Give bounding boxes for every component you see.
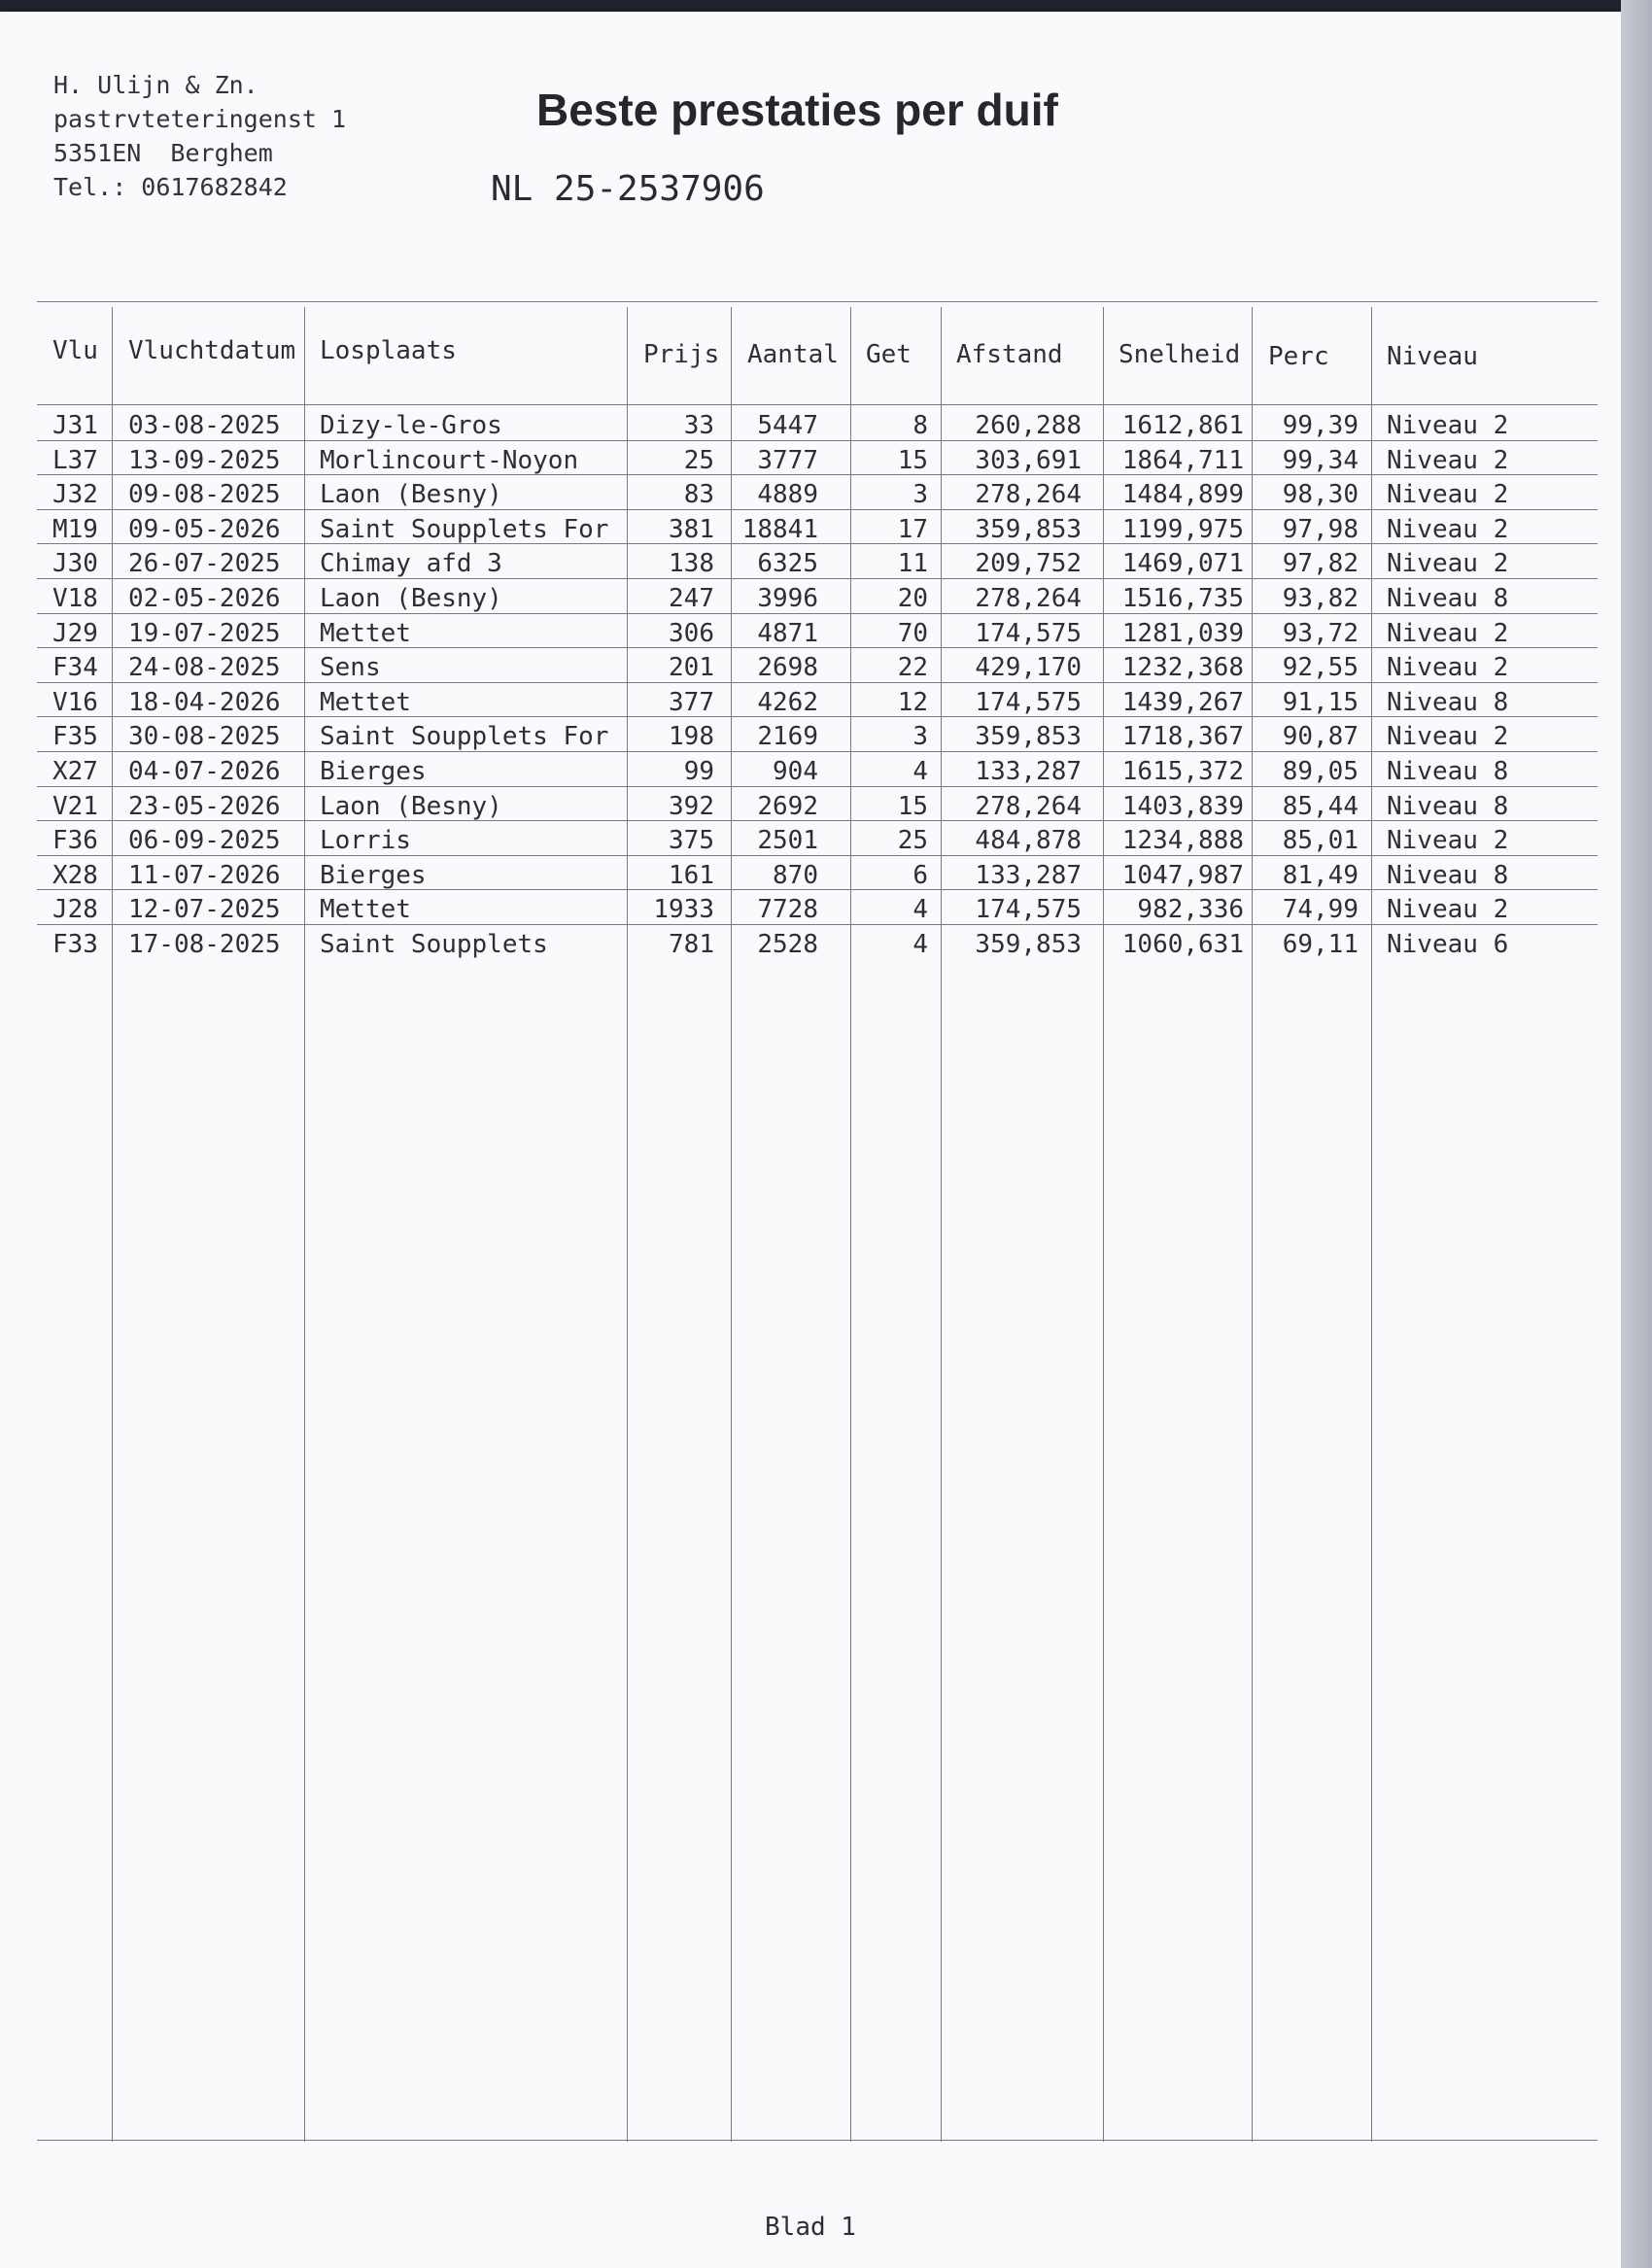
cell-vlu: J29 xyxy=(52,618,98,648)
cell-get: 3 xyxy=(912,722,928,752)
cell-snelheid: 1469,071 xyxy=(1121,549,1244,579)
cell-perc: 97,98 xyxy=(1282,514,1359,544)
scanner-edge xyxy=(1621,0,1652,2268)
column-header-vlu: Vlu xyxy=(52,336,98,365)
cell-niveau: Niveau 8 xyxy=(1387,687,1509,717)
cell-get: 70 xyxy=(897,618,928,648)
cell-snelheid: 1615,372 xyxy=(1121,757,1244,786)
cell-snelheid: 1060,631 xyxy=(1121,930,1244,959)
cell-vlu: J31 xyxy=(52,411,98,440)
cell-datum: 06-09-2025 xyxy=(128,826,281,856)
ring-number: NL 25-2537906 xyxy=(491,169,765,209)
cell-prijs: 1933 xyxy=(653,895,714,925)
cell-losplaats: Laon (Besny) xyxy=(320,791,502,821)
sender-street: pastrvteteringenst 1 xyxy=(53,105,347,133)
cell-vlu: M19 xyxy=(52,514,98,544)
sender-name: H. Ulijn & Zn. xyxy=(53,71,258,99)
cell-afstand: 278,264 xyxy=(975,480,1082,510)
cell-aantal: 6325 xyxy=(757,549,818,579)
cell-aantal: 2698 xyxy=(757,653,818,683)
cell-prijs: 83 xyxy=(683,480,714,510)
cell-vlu: F34 xyxy=(52,653,98,683)
cell-get: 17 xyxy=(897,514,928,544)
cell-afstand: 174,575 xyxy=(975,687,1082,717)
cell-prijs: 392 xyxy=(669,791,714,821)
cell-perc: 93,82 xyxy=(1282,584,1359,613)
cell-losplaats: Saint Soupplets For xyxy=(320,514,609,544)
column-header-snelheid: Snelheid xyxy=(1119,340,1241,369)
cell-get: 4 xyxy=(912,757,928,786)
cell-get: 15 xyxy=(897,791,928,821)
cell-get: 8 xyxy=(912,411,928,440)
cell-prijs: 33 xyxy=(683,411,714,440)
table-row xyxy=(37,509,1598,545)
cell-aantal: 5447 xyxy=(757,411,818,440)
cell-snelheid: 1232,368 xyxy=(1121,653,1244,683)
cell-niveau: Niveau 2 xyxy=(1387,722,1509,752)
table-row xyxy=(37,405,1598,441)
column-header-afstand: Afstand xyxy=(956,340,1063,369)
cell-prijs: 161 xyxy=(669,860,714,890)
cell-get: 11 xyxy=(897,549,928,579)
cell-afstand: 209,752 xyxy=(975,549,1082,579)
table-row xyxy=(37,682,1598,718)
table-row xyxy=(37,751,1598,787)
cell-niveau: Niveau 6 xyxy=(1387,930,1509,959)
table-row xyxy=(37,716,1598,752)
cell-snelheid: 1718,367 xyxy=(1121,722,1244,752)
cell-perc: 85,01 xyxy=(1282,826,1359,856)
cell-datum: 23-05-2026 xyxy=(128,791,281,821)
sender-address xyxy=(53,68,346,204)
cell-prijs: 99 xyxy=(683,757,714,786)
cell-vlu: X28 xyxy=(52,860,98,890)
cell-get: 25 xyxy=(897,826,928,856)
cell-afstand: 359,853 xyxy=(975,930,1082,959)
cell-vlu: V21 xyxy=(52,791,98,821)
table-row xyxy=(37,820,1598,856)
cell-snelheid: 1281,039 xyxy=(1121,618,1244,648)
cell-niveau: Niveau 2 xyxy=(1387,480,1509,510)
cell-niveau: Niveau 2 xyxy=(1387,826,1509,856)
cell-niveau: Niveau 2 xyxy=(1387,549,1509,579)
page-number: Blad 1 xyxy=(765,2213,856,2242)
cell-aantal: 4262 xyxy=(757,687,818,717)
cell-afstand: 484,878 xyxy=(975,826,1082,856)
cell-afstand: 133,287 xyxy=(975,860,1082,890)
cell-aantal: 3777 xyxy=(757,445,818,475)
cell-get: 3 xyxy=(912,480,928,510)
cell-prijs: 377 xyxy=(669,687,714,717)
cell-datum: 24-08-2025 xyxy=(128,653,281,683)
table-row xyxy=(37,613,1598,649)
table-top-rule xyxy=(37,301,1598,302)
cell-get: 22 xyxy=(897,653,928,683)
cell-snelheid: 982,336 xyxy=(1137,895,1244,925)
cell-aantal: 2528 xyxy=(757,930,818,959)
cell-datum: 26-07-2025 xyxy=(128,549,281,579)
cell-aantal: 2169 xyxy=(757,722,818,752)
cell-datum: 30-08-2025 xyxy=(128,722,281,752)
cell-datum: 18-04-2026 xyxy=(128,687,281,717)
column-header-perc: Perc xyxy=(1268,342,1329,371)
cell-perc: 92,55 xyxy=(1282,653,1359,683)
sender-phone: Tel.: 0617682842 xyxy=(53,173,288,201)
cell-niveau: Niveau 2 xyxy=(1387,445,1509,475)
cell-prijs: 306 xyxy=(669,618,714,648)
table-row xyxy=(37,855,1598,891)
cell-afstand: 278,264 xyxy=(975,791,1082,821)
cell-perc: 85,44 xyxy=(1282,791,1359,821)
cell-snelheid: 1864,711 xyxy=(1121,445,1244,475)
cell-perc: 89,05 xyxy=(1282,757,1359,786)
cell-aantal: 870 xyxy=(773,860,818,890)
column-header-aantal: Aantal xyxy=(747,340,839,369)
cell-niveau: Niveau 8 xyxy=(1387,791,1509,821)
cell-niveau: Niveau 8 xyxy=(1387,860,1509,890)
table-row xyxy=(37,786,1598,822)
cell-perc: 98,30 xyxy=(1282,480,1359,510)
cell-losplaats: Dizy-le-Gros xyxy=(320,411,502,440)
cell-afstand: 303,691 xyxy=(975,445,1082,475)
cell-afstand: 174,575 xyxy=(975,618,1082,648)
cell-datum: 19-07-2025 xyxy=(128,618,281,648)
cell-get: 6 xyxy=(912,860,928,890)
column-header-prijs: Prijs xyxy=(643,340,720,369)
cell-losplaats: Lorris xyxy=(320,826,411,856)
cell-vlu: F35 xyxy=(52,722,98,752)
cell-get: 20 xyxy=(897,584,928,613)
cell-snelheid: 1612,861 xyxy=(1121,411,1244,440)
cell-perc: 91,15 xyxy=(1282,687,1359,717)
table-row xyxy=(37,578,1598,614)
cell-losplaats: Mettet xyxy=(320,895,411,925)
cell-perc: 74,99 xyxy=(1282,895,1359,925)
cell-vlu: J28 xyxy=(52,895,98,925)
cell-aantal: 4871 xyxy=(757,618,818,648)
table-row xyxy=(37,543,1598,579)
cell-losplaats: Chimay afd 3 xyxy=(320,549,502,579)
cell-aantal: 2501 xyxy=(757,826,818,856)
cell-snelheid: 1234,888 xyxy=(1121,826,1244,856)
cell-vlu: F33 xyxy=(52,930,98,959)
table-row xyxy=(37,924,1598,959)
cell-datum: 02-05-2026 xyxy=(128,584,281,613)
cell-vlu: J32 xyxy=(52,480,98,510)
cell-prijs: 247 xyxy=(669,584,714,613)
column-header-losplaats: Losplaats xyxy=(320,336,457,365)
cell-losplaats: Morlincourt-Noyon xyxy=(320,445,579,475)
paper-sheet xyxy=(0,12,1621,2268)
column-header-niveau: Niveau xyxy=(1387,342,1478,371)
cell-niveau: Niveau 2 xyxy=(1387,618,1509,648)
cell-datum: 03-08-2025 xyxy=(128,411,281,440)
cell-niveau: Niveau 2 xyxy=(1387,895,1509,925)
cell-perc: 90,87 xyxy=(1282,722,1359,752)
cell-aantal: 904 xyxy=(773,757,818,786)
cell-afstand: 359,853 xyxy=(975,514,1082,544)
cell-snelheid: 1439,267 xyxy=(1121,687,1244,717)
cell-niveau: Niveau 2 xyxy=(1387,411,1509,440)
cell-niveau: Niveau 2 xyxy=(1387,653,1509,683)
cell-perc: 69,11 xyxy=(1282,930,1359,959)
cell-aantal: 3996 xyxy=(757,584,818,613)
cell-prijs: 198 xyxy=(669,722,714,752)
table-row xyxy=(37,647,1598,683)
cell-prijs: 381 xyxy=(669,514,714,544)
page-title: Beste prestaties per duif xyxy=(536,85,1058,135)
cell-vlu: J30 xyxy=(52,549,98,579)
cell-get: 15 xyxy=(897,445,928,475)
cell-datum: 09-05-2026 xyxy=(128,514,281,544)
cell-datum: 12-07-2025 xyxy=(128,895,281,925)
cell-snelheid: 1516,735 xyxy=(1121,584,1244,613)
cell-afstand: 359,853 xyxy=(975,722,1082,752)
column-header-get: Get xyxy=(866,340,912,369)
cell-get: 4 xyxy=(912,895,928,925)
cell-vlu: L37 xyxy=(52,445,98,475)
cell-aantal: 7728 xyxy=(757,895,818,925)
cell-perc: 99,39 xyxy=(1282,411,1359,440)
cell-datum: 13-09-2025 xyxy=(128,445,281,475)
table-row xyxy=(37,474,1598,510)
cell-get: 12 xyxy=(897,687,928,717)
cell-afstand: 174,575 xyxy=(975,895,1082,925)
cell-aantal: 18841 xyxy=(741,514,818,544)
cell-snelheid: 1484,899 xyxy=(1121,480,1244,510)
cell-prijs: 25 xyxy=(683,445,714,475)
cell-snelheid: 1047,987 xyxy=(1121,860,1244,890)
cell-afstand: 278,264 xyxy=(975,584,1082,613)
cell-losplaats: Mettet xyxy=(320,618,411,648)
cell-prijs: 138 xyxy=(669,549,714,579)
cell-vlu: V18 xyxy=(52,584,98,613)
cell-datum: 04-07-2026 xyxy=(128,757,281,786)
cell-afstand: 133,287 xyxy=(975,757,1082,786)
cell-niveau: Niveau 8 xyxy=(1387,584,1509,613)
cell-datum: 09-08-2025 xyxy=(128,480,281,510)
cell-aantal: 2692 xyxy=(757,791,818,821)
cell-losplaats: Bierges xyxy=(320,757,427,786)
cell-afstand: 429,170 xyxy=(975,653,1082,683)
cell-datum: 17-08-2025 xyxy=(128,930,281,959)
cell-vlu: F36 xyxy=(52,826,98,856)
table-row xyxy=(37,440,1598,476)
cell-losplaats: Sens xyxy=(320,653,381,683)
cell-losplaats: Mettet xyxy=(320,687,411,717)
cell-datum: 11-07-2026 xyxy=(128,860,281,890)
cell-prijs: 781 xyxy=(669,930,714,959)
cell-prijs: 375 xyxy=(669,826,714,856)
cell-afstand: 260,288 xyxy=(975,411,1082,440)
cell-prijs: 201 xyxy=(669,653,714,683)
cell-vlu: V16 xyxy=(52,687,98,717)
cell-perc: 99,34 xyxy=(1282,445,1359,475)
cell-aantal: 4889 xyxy=(757,480,818,510)
cell-losplaats: Saint Soupplets For xyxy=(320,722,609,752)
cell-losplaats: Laon (Besny) xyxy=(320,584,502,613)
column-header-vluchtdatum: Vluchtdatum xyxy=(128,336,296,365)
cell-niveau: Niveau 2 xyxy=(1387,514,1509,544)
cell-snelheid: 1403,839 xyxy=(1121,791,1244,821)
table-row xyxy=(37,889,1598,925)
cell-snelheid: 1199,975 xyxy=(1121,514,1244,544)
cell-perc: 97,82 xyxy=(1282,549,1359,579)
cell-perc: 81,49 xyxy=(1282,860,1359,890)
cell-perc: 93,72 xyxy=(1282,618,1359,648)
cell-niveau: Niveau 8 xyxy=(1387,757,1509,786)
cell-losplaats: Laon (Besny) xyxy=(320,480,502,510)
cell-losplaats: Bierges xyxy=(320,860,427,890)
cell-vlu: X27 xyxy=(52,757,98,786)
cell-get: 4 xyxy=(912,930,928,959)
table-bottom-rule xyxy=(37,2140,1598,2141)
sender-postcode-city: 5351EN Berghem xyxy=(53,139,273,167)
cell-losplaats: Saint Soupplets xyxy=(320,930,548,959)
